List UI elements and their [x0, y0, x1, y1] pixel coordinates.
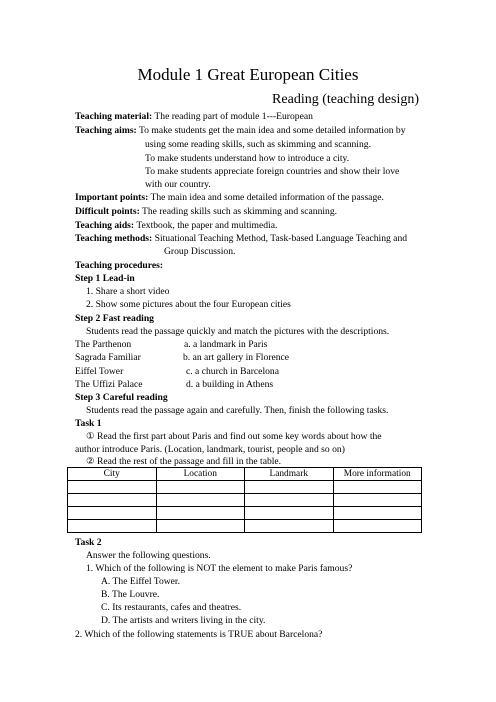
teaching-aims-text-4: To make students appreciate foreign countries and show their love: [145, 166, 400, 177]
task1-item-1-line-2: author introduce Paris. (Location, landmark, tourist, people and so on): [75, 444, 345, 455]
page-subtitle: Reading (teaching design): [272, 92, 419, 107]
teaching-aims-label: Teaching aims:: [75, 125, 137, 136]
match-right-2: b. an art gallery in Florence: [183, 352, 290, 363]
difficult-points-line: [75, 205, 337, 218]
difficult-points-label: Difficult points:: [75, 206, 140, 217]
teaching-aims-text-1: To make students get the main idea and some detailed information by: [136, 125, 406, 136]
teaching-material-line: [75, 110, 313, 123]
table-cell[interactable]: [68, 507, 157, 520]
important-points-label: Important points:: [75, 192, 149, 203]
table-header-landmark: Landmark: [245, 468, 334, 481]
table-cell[interactable]: [68, 481, 157, 494]
task1-label: Task 1: [75, 418, 102, 429]
table-header-more-information: More information: [333, 468, 422, 481]
table-cell[interactable]: [156, 507, 245, 520]
important-points-text: The main idea and some detailed information of the passage.: [148, 192, 384, 203]
teaching-procedures-label: Teaching procedures:: [75, 260, 164, 271]
teaching-aids-line: [75, 219, 277, 232]
step3-heading: [75, 391, 168, 404]
teaching-methods-text-1: Situational Teaching Method, Task-based Language Teaching and: [152, 233, 408, 244]
question-1-option-b: B. The Louvre.: [101, 589, 160, 600]
table-header-city: City: [68, 468, 157, 481]
table-cell[interactable]: [68, 494, 157, 507]
table-row: [68, 520, 422, 533]
match-right-1: a. a landmark in Paris: [184, 339, 268, 350]
table-cell[interactable]: [245, 507, 334, 520]
match-left-3: Eiffel Tower: [75, 366, 124, 377]
step2-heading: [75, 312, 154, 325]
task2-label: Task 2: [75, 537, 102, 548]
teaching-aims-text-3: To make students understand how to introduce a city.: [145, 153, 350, 164]
table-row: [68, 494, 422, 507]
step1-item-2: 2. Show some pictures about the four European cities: [86, 299, 291, 310]
table-cell[interactable]: [156, 494, 245, 507]
teaching-material-label: Teaching material:: [75, 111, 153, 122]
question-1-option-c: C. Its restaurants, cafes and theatres.: [101, 602, 242, 613]
table-cell[interactable]: [333, 494, 422, 507]
table-cell[interactable]: [245, 481, 334, 494]
match-left-1: The Parthenon: [75, 339, 132, 350]
step2-instruction: Students read the passage quickly and match the pictures with the descriptions.: [86, 326, 390, 337]
table-header-row: [68, 468, 422, 481]
table-cell[interactable]: [68, 520, 157, 533]
table-cell[interactable]: [245, 520, 334, 533]
table-cell[interactable]: [156, 520, 245, 533]
step1-item-1: 1. Share a short video: [86, 286, 170, 297]
teaching-aids-text: Textbook, the paper and multimedia.: [134, 220, 278, 231]
table-cell[interactable]: [333, 520, 422, 533]
task2-instruction: Answer the following questions.: [86, 550, 211, 561]
question-2: 2. Which of the following statements is TRUE about Barcelona?: [75, 629, 323, 640]
table-header-location: Location: [156, 468, 245, 481]
match-right-3: c. a church in Barcelona: [186, 366, 279, 377]
table-row: [68, 507, 422, 520]
table-cell[interactable]: [333, 507, 422, 520]
match-right-4: d. a building in Athens: [186, 379, 274, 390]
step1-label: Step 1 Lead-in: [75, 273, 135, 284]
city-info-table: [67, 467, 422, 533]
teaching-methods-line: [75, 232, 407, 245]
match-left-2: Sagrada Familiar: [75, 352, 141, 363]
step2-label: Step 2 Fast reading: [75, 313, 154, 324]
task2-heading: [75, 536, 102, 549]
match-left-4: The Uffizi Palace: [75, 379, 143, 390]
question-1-option-d: D. The artists and writers living in the city.: [101, 615, 266, 626]
step1-heading: [75, 272, 135, 285]
step3-label: Step 3 Careful reading: [75, 392, 168, 403]
teaching-methods-text-2: Group Discussion.: [164, 246, 236, 257]
table-cell[interactable]: [333, 481, 422, 494]
question-1: 1. Which of the following is NOT the element to make Paris famous?: [86, 563, 353, 574]
teaching-aids-label: Teaching aids:: [75, 220, 135, 231]
teaching-aims-text-5: with our country.: [145, 179, 211, 190]
task1-item-2: ② Read the rest of the passage and fill in the table.: [86, 456, 282, 467]
task1-item-1-line-1: ① Read the first part about Paris and find out some key words about how the: [86, 431, 382, 442]
teaching-material-text: The reading part of module 1---European: [152, 111, 313, 122]
question-1-option-a: A. The Eiffel Tower.: [101, 576, 180, 587]
table-cell[interactable]: [156, 481, 245, 494]
table-row: [68, 481, 422, 494]
teaching-aims-text-2: using some reading skills, such as skimming and scanning.: [145, 139, 371, 150]
teaching-aims-line: [75, 124, 406, 137]
table-cell[interactable]: [245, 494, 334, 507]
task1-heading: [75, 417, 102, 430]
step3-instruction: Students read the passage again and carefully. Then, finish the following tasks.: [86, 405, 389, 416]
important-points-line: [75, 191, 384, 204]
difficult-points-text: The reading skills such as skimming and scanning.: [139, 206, 338, 217]
teaching-methods-label: Teaching methods:: [75, 233, 153, 244]
teaching-procedures-heading: [75, 259, 163, 272]
page-title: Module 1 Great European Cities: [137, 65, 359, 84]
